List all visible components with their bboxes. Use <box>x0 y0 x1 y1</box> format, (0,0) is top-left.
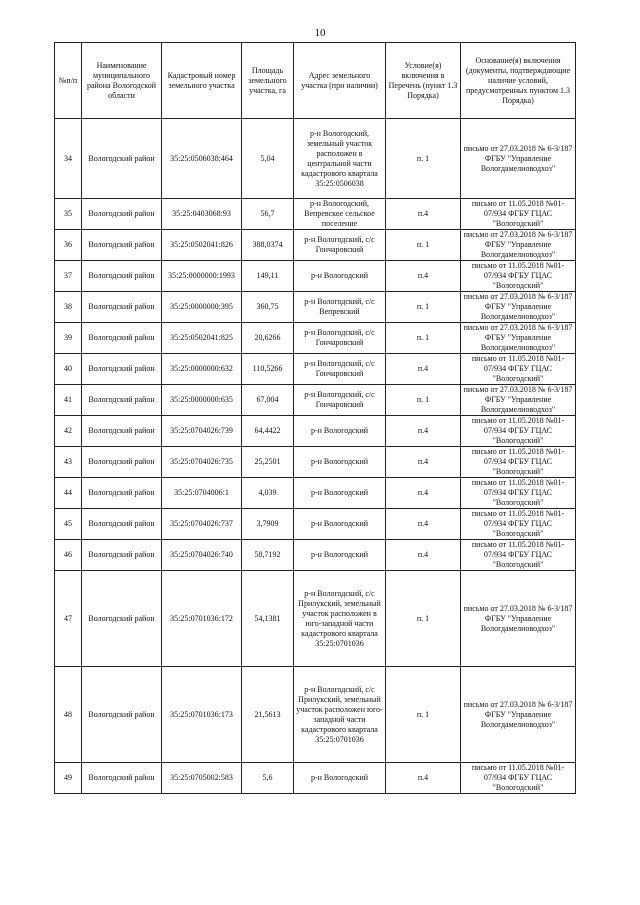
table-row <box>55 447 576 478</box>
cell-address: р-н Вологодский <box>294 261 386 292</box>
table-row <box>55 292 576 323</box>
cell-number: 45 <box>55 509 82 540</box>
cell-cadastral: 35:25:0000000:635 <box>162 385 242 416</box>
header-condition: Условие(я) включения в Перечень (пункт 1.3 Порядка) <box>386 43 461 119</box>
cell-basis: письмо от 27.03.2018 № 6-3/187 ФГБУ "Управление Вологдамелиоводхоз" <box>461 323 576 354</box>
cell-basis: письмо от 27.03.2018 № 6-3/187 ФГБУ "Управление Вологдамелиоводхоз" <box>461 292 576 323</box>
cell-number: 37 <box>55 261 82 292</box>
cell-area: 21,5613 <box>242 667 294 763</box>
cell-cadastral: 35:25:0701036:172 <box>162 571 242 667</box>
table-row <box>55 261 576 292</box>
cell-number: 49 <box>55 763 82 794</box>
cell-address: р-н Вологодский <box>294 763 386 794</box>
cell-basis: письмо от 11.05.2018 №01-07/934 ФГБУ ГЦАС "Вологодский" <box>461 763 576 794</box>
cell-address: р-н Вологодский, земельный участок расположен в центральной части кадастрового квартала 35:25:0506038 <box>294 119 386 199</box>
cell-cadastral: 35:25:0506038:464 <box>162 119 242 199</box>
cell-cadastral: 35:25:0403068:93 <box>162 199 242 230</box>
cell-condition: п.4 <box>386 199 461 230</box>
cell-district: Вологодский район <box>82 292 162 323</box>
cell-cadastral: 35:25:0704026:740 <box>162 540 242 571</box>
cell-area: 5,04 <box>242 119 294 199</box>
cell-area: 54,1381 <box>242 571 294 667</box>
land-plot-table <box>54 42 576 794</box>
cell-district: Вологодский район <box>82 323 162 354</box>
cell-number: 42 <box>55 416 82 447</box>
cell-cadastral: 35:25:0000000:1993 <box>162 261 242 292</box>
table-row <box>55 416 576 447</box>
cell-condition: п.4 <box>386 416 461 447</box>
cell-cadastral: 35:25:0502041:825 <box>162 323 242 354</box>
cell-address: р-н Вологодский, с/с Вепревский <box>294 292 386 323</box>
table-row <box>55 571 576 667</box>
cell-basis: письмо от 27.03.2018 № 6-3/187 ФГБУ "Управление Вологдамелиоводхоз" <box>461 667 576 763</box>
cell-condition: п.4 <box>386 261 461 292</box>
cell-number: 36 <box>55 230 82 261</box>
cell-condition: п. 1 <box>386 323 461 354</box>
cell-cadastral: 35:25:0000000:395 <box>162 292 242 323</box>
cell-cadastral: 35:25:0502041:826 <box>162 230 242 261</box>
cell-address: р-н Вологодский <box>294 478 386 509</box>
header-number: №п/п <box>55 43 82 119</box>
cell-district: Вологодский район <box>82 509 162 540</box>
table-row <box>55 385 576 416</box>
cell-condition: п.4 <box>386 763 461 794</box>
cell-district: Вологодский район <box>82 354 162 385</box>
cell-cadastral: 35:25:0704026:737 <box>162 509 242 540</box>
cell-area: 388,0374 <box>242 230 294 261</box>
cell-district: Вологодский район <box>82 385 162 416</box>
cell-basis: письмо от 11.05.2018 №01-07/934 ФГБУ ГЦАС "Вологодский" <box>461 354 576 385</box>
table-row <box>55 199 576 230</box>
cell-district: Вологодский район <box>82 571 162 667</box>
cell-number: 43 <box>55 447 82 478</box>
cell-condition: п. 1 <box>386 667 461 763</box>
cell-district: Вологодский район <box>82 261 162 292</box>
cell-address: р-н Вологодский <box>294 447 386 478</box>
cell-cadastral: 35:25:0705002:583 <box>162 763 242 794</box>
cell-address: р-н Вологодский, Вепревское сельское поселение <box>294 199 386 230</box>
header-area: Площадь земельного участка, га <box>242 43 294 119</box>
cell-cadastral: 35:25:0000000:632 <box>162 354 242 385</box>
cell-condition: п. 1 <box>386 571 461 667</box>
cell-basis: письмо от 11.05.2018 №01-07/934 ФГБУ ГЦАС "Вологодский" <box>461 478 576 509</box>
cell-address: р-н Вологодский <box>294 540 386 571</box>
cell-cadastral: 35:25:0704026:735 <box>162 447 242 478</box>
cell-number: 44 <box>55 478 82 509</box>
header-basis: Основание(я) включения (документы, подтверждающие наличие условий, предусмотренных пунктом 1.3 Порядка) <box>461 43 576 119</box>
cell-number: 48 <box>55 667 82 763</box>
cell-area: 3,7909 <box>242 509 294 540</box>
table-row <box>55 540 576 571</box>
cell-area: 110,5266 <box>242 354 294 385</box>
cell-basis: письмо от 11.05.2018 №01-07/934 ФГБУ ГЦАС "Вологодский" <box>461 416 576 447</box>
cell-number: 41 <box>55 385 82 416</box>
cell-condition: п.4 <box>386 447 461 478</box>
cell-number: 38 <box>55 292 82 323</box>
cell-condition: п.4 <box>386 354 461 385</box>
cell-address: р-н Вологодский, с/с Гончаровский <box>294 323 386 354</box>
cell-basis: письмо от 27.03.2018 № 6-3/187 ФГБУ "Управление Вологдамелиоводхоз" <box>461 230 576 261</box>
cell-condition: п. 1 <box>386 292 461 323</box>
cell-condition: п.4 <box>386 478 461 509</box>
cell-number: 47 <box>55 571 82 667</box>
table-row <box>55 323 576 354</box>
cell-condition: п.4 <box>386 540 461 571</box>
cell-area: 56,7 <box>242 199 294 230</box>
cell-address: р-н Вологодский, с/с Гончаровский <box>294 385 386 416</box>
cell-address: р-н Вологодский, с/с Гончаровский <box>294 354 386 385</box>
header-address: Адрес земельного участка (при наличии) <box>294 43 386 119</box>
cell-basis: письмо от 11.05.2018 №01-07/934 ФГБУ ГЦАС "Вологодский" <box>461 540 576 571</box>
cell-area: 67,004 <box>242 385 294 416</box>
cell-district: Вологодский район <box>82 119 162 199</box>
cell-district: Вологодский район <box>82 230 162 261</box>
cell-cadastral: 35:25:0704006:1 <box>162 478 242 509</box>
cell-cadastral: 35:25:0704026:739 <box>162 416 242 447</box>
cell-condition: п. 1 <box>386 385 461 416</box>
cell-area: 58,7192 <box>242 540 294 571</box>
cell-area: 149,11 <box>242 261 294 292</box>
table-row <box>55 230 576 261</box>
header-cadastral: Кадастровый номер земельного участка <box>162 43 242 119</box>
cell-district: Вологодский район <box>82 478 162 509</box>
cell-district: Вологодский район <box>82 199 162 230</box>
cell-address: р-н Вологодский, с/с Прилукский, земельный участок расположен в юго-западной части кадастрового квартала 35:25:0701036 <box>294 571 386 667</box>
cell-condition: п. 1 <box>386 230 461 261</box>
cell-basis: письмо от 27.03.2018 № 6-3/187 ФГБУ "Управление Вологдамелиоводхоз" <box>461 571 576 667</box>
cell-basis: письмо от 27.03.2018 № 6-3/187 ФГБУ "Управление Вологдамелиоводхоз" <box>461 385 576 416</box>
cell-basis: письмо от 11.05.2018 №01-07/934 ФГБУ ГЦАС "Вологодский" <box>461 509 576 540</box>
cell-cadastral: 35:25:0701036:173 <box>162 667 242 763</box>
table-row <box>55 667 576 763</box>
cell-area: 25,2501 <box>242 447 294 478</box>
cell-district: Вологодский район <box>82 447 162 478</box>
cell-basis: письмо от 11.05.2018 №01-07/934 ФГБУ ГЦАС "Вологодский" <box>461 447 576 478</box>
cell-basis: письмо от 27.03.2018 № 6-3/187 ФГБУ "Управление Вологдамелиоводхоз" <box>461 119 576 199</box>
table-header-row <box>55 43 576 119</box>
table-row <box>55 354 576 385</box>
cell-address: р-н Вологодский, с/с Гончаровский <box>294 230 386 261</box>
cell-number: 39 <box>55 323 82 354</box>
cell-basis: письмо от 11.05.2018 №01-07/934 ФГБУ ГЦАС "Вологодский" <box>461 261 576 292</box>
table-row <box>55 119 576 199</box>
cell-condition: п. 1 <box>386 119 461 199</box>
cell-number: 35 <box>55 199 82 230</box>
cell-number: 34 <box>55 119 82 199</box>
cell-district: Вологодский район <box>82 416 162 447</box>
cell-address: р-н Вологодский, с/с Прилукский, земельный участок расположен юго-западной части кадастрового квартала 35:25:0701036 <box>294 667 386 763</box>
cell-district: Вологодский район <box>82 540 162 571</box>
cell-district: Вологодский район <box>82 763 162 794</box>
cell-condition: п.4 <box>386 509 461 540</box>
cell-area: 360,75 <box>242 292 294 323</box>
cell-area: 5,6 <box>242 763 294 794</box>
header-district: Наименование муниципального района Вологодской области <box>82 43 162 119</box>
table-row <box>55 509 576 540</box>
cell-number: 40 <box>55 354 82 385</box>
cell-address: р-н Вологодский <box>294 416 386 447</box>
cell-basis: письмо от 11.05.2018 №01-07/934 ФГБУ ГЦАС "Вологодский" <box>461 199 576 230</box>
table-row <box>55 478 576 509</box>
table-row <box>55 763 576 794</box>
cell-district: Вологодский район <box>82 667 162 763</box>
cell-area: 20,6266 <box>242 323 294 354</box>
cell-area: 64,4422 <box>242 416 294 447</box>
cell-number: 46 <box>55 540 82 571</box>
cell-area: 4,039 <box>242 478 294 509</box>
page-number: 10 <box>314 27 326 39</box>
cell-address: р-н Вологодский <box>294 509 386 540</box>
